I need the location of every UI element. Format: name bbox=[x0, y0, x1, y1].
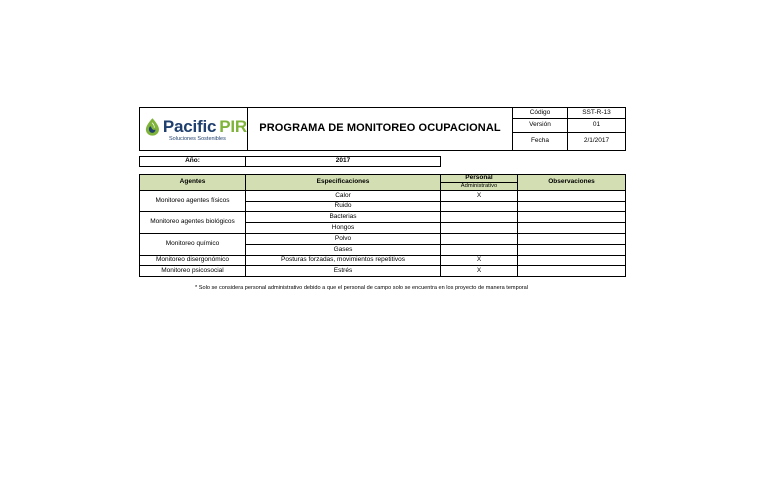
observation-cell bbox=[518, 191, 625, 202]
company-logo bbox=[139, 108, 248, 150]
spec-cell: Calor bbox=[246, 191, 441, 202]
footnote: * Solo se considera personal administrativo debido a que el personal de campo solo se encuentra en los proyecto de manera temporal bbox=[195, 285, 529, 291]
date-label: Fecha bbox=[513, 133, 568, 150]
admin-cell: X bbox=[441, 191, 518, 202]
leaf-droplet-icon bbox=[145, 116, 160, 137]
admin-cell bbox=[441, 234, 518, 245]
brand-tagline: Soluciones Sostenibles bbox=[169, 136, 226, 142]
admin-cell bbox=[441, 202, 518, 212]
observation-cell bbox=[518, 256, 625, 266]
admin-cell: X bbox=[441, 256, 518, 266]
date-value: 2/1/2017 bbox=[583, 137, 610, 145]
spec-cell: Polvo bbox=[246, 234, 441, 245]
year-label: Año: bbox=[139, 156, 246, 167]
observation-cell bbox=[518, 212, 625, 223]
col-header-personal: Personal bbox=[441, 175, 518, 183]
code-label: Código bbox=[513, 108, 568, 119]
agent-cell-fisicos: Monitoreo agentes físicos bbox=[140, 191, 246, 212]
spec-cell: Bacterias bbox=[246, 212, 441, 223]
brand-accent: PIR bbox=[219, 116, 247, 136]
spec-cell: Estrés bbox=[246, 266, 441, 276]
spec-cell: Gases bbox=[246, 245, 441, 256]
agent-cell-quimico: Monitoreo químico bbox=[140, 234, 246, 256]
agent-cell-disergonomico: Monitoreo disergonómico bbox=[140, 256, 246, 266]
version-label: Versión bbox=[513, 119, 568, 133]
observation-cell bbox=[518, 234, 625, 245]
col-header-observaciones: Observaciones bbox=[518, 175, 625, 191]
brand-name: Pacific bbox=[162, 116, 217, 136]
observation-cell bbox=[518, 202, 625, 212]
col-header-especificaciones: Especificaciones bbox=[246, 175, 441, 191]
observation-cell bbox=[518, 266, 625, 276]
observation-cell bbox=[518, 245, 625, 256]
col-header-administrativo: Administrativo bbox=[441, 183, 518, 191]
spec-cell: Ruido bbox=[246, 202, 441, 212]
year-value: 2017 bbox=[245, 156, 441, 167]
version-value: 01 bbox=[568, 119, 625, 133]
spec-cell: Posturas forzadas, movimientos repetitivos bbox=[246, 256, 441, 266]
col-header-agentes: Agentes bbox=[140, 175, 246, 191]
code-value: SST-R-13 bbox=[568, 108, 625, 119]
agent-cell-biologicos: Monitoreo agentes biológicos bbox=[140, 212, 246, 234]
agent-cell-psicosocial: Monitoreo psicosocial bbox=[140, 266, 246, 276]
spec-cell: Hongos bbox=[246, 223, 441, 234]
admin-cell bbox=[441, 245, 518, 256]
admin-cell bbox=[441, 223, 518, 234]
observation-cell bbox=[518, 223, 625, 234]
admin-cell: X bbox=[441, 266, 518, 276]
document-title: PROGRAMA DE MONITOREO OCUPACIONAL bbox=[248, 108, 513, 150]
admin-cell bbox=[441, 212, 518, 223]
